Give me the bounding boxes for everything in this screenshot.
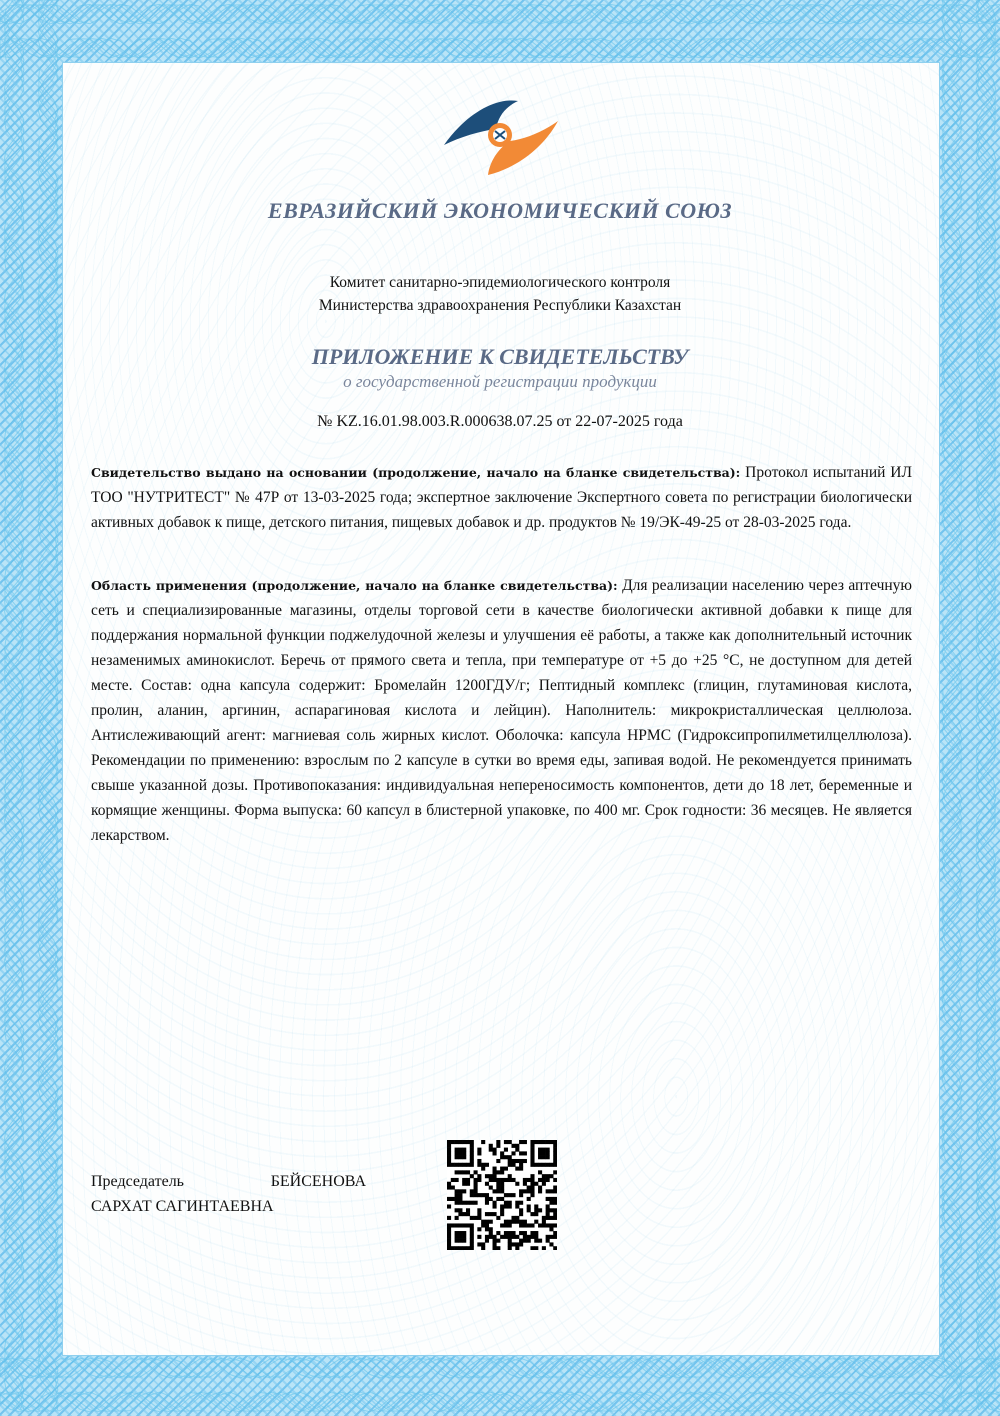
union-title: ЕВРАЗИЙСКИЙ ЭКОНОМИЧЕСКИЙ СОЮЗ bbox=[267, 198, 733, 223]
committee-name bbox=[62, 271, 938, 317]
eaeu-logo-icon bbox=[440, 95, 565, 180]
scope-text: Для реализации населению через аптечную сеть и специализированные магазины, отделы торговой сети в качестве биологически активной добавки к пище для поддержания нормальной функции поджелудочной железы и улучшения её работы, а также как дополнительный источник незаменимых аминокислот. Беречь от прямого света и тепла, при температуре от +5 до +25 °С, не доступном для детей месте. Состав: одна капсула содержит: Бромелайн 1200ГДУ/г; Пептидный комплекс (глицин, глутаминовая кислота, пролин, аланин, аргинин, аспарагиновая кислота и лейцин). Наполнитель: микрокристаллическая целлюлоза. Антислеживающий агент: магниевая соль жирных кислот. Оболочка: капсула HPMC (Гидроксипропилметилцеллюлоза). Рекомендации по применению: взрослым по 2 капсуле в сутки во время еды, запивая водой. Не рекомендуется принимать свыше указанной дозы. Противопоказания: индивидуальная непереносимость компонентов, дети до 18 лет, беременные и кормящие женщины. Форма выпуска: 60 капсул в блистерной упаковке, по 400 мг. Срок годности: 36 месяцев. Не является лекарством. bbox=[91, 577, 913, 844]
signature-block bbox=[91, 1169, 366, 1219]
basis-text: Протокол испытаний ИЛ ТОО "НУТРИТЕСТ" № 47Р от 13-03-2025 года; экспертное заключение Экспертного совета по регистрации биологически активных добавок к пище, детского питания, пищевых добавок и др. продуктов № 19/ЭК-49-25 от 28-03-2025 года. bbox=[91, 464, 912, 531]
basis-paragraph bbox=[91, 460, 912, 535]
qr-code-icon bbox=[447, 1140, 557, 1250]
scope-paragraph bbox=[91, 573, 912, 848]
registration-number: № KZ.16.01.98.003.R.000638.07.25 от 22-07-2025 года bbox=[317, 413, 683, 430]
basis-label: Свидетельство выдано на основании (продолжение, начало на бланке свидетельства): bbox=[91, 465, 741, 480]
scope-label: Область применения (продолжение, начало на бланке свидетельства): bbox=[91, 578, 618, 593]
signer-name: САРХАТ САГИНТАЕВНА bbox=[91, 1198, 274, 1215]
annex-subtitle: о государственной регистрации продукции bbox=[343, 372, 657, 391]
committee-line-2: Министерства здравоохранения Республики Казахстан bbox=[318, 297, 682, 314]
signer-surname: БЕЙСЕНОВА bbox=[270, 1173, 366, 1190]
committee-line-1: Комитет санитарно-эпидемиологического контроля bbox=[329, 274, 671, 291]
signer-role: Председатель bbox=[91, 1173, 184, 1190]
annex-title: ПРИЛОЖЕНИЕ К СВИДЕТЕЛЬСТВУ bbox=[311, 344, 689, 369]
